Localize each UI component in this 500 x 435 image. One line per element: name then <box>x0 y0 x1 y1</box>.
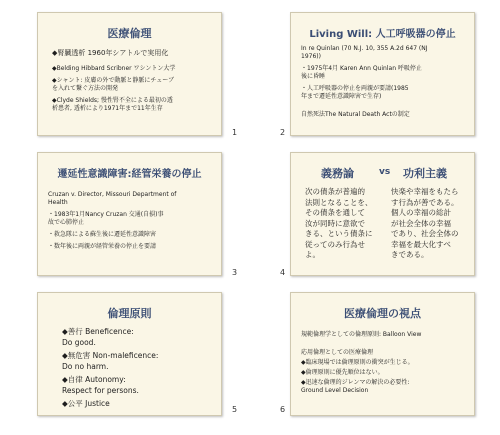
column-line: であり、社会全体の <box>391 229 459 238</box>
slide-number: 2 <box>280 128 286 137</box>
slide-text-line: ◆Belding Hibbard Scribner ワシントン大学 <box>52 65 176 72</box>
slide-text-line: ・救急隊による蘇生後に遷延性意識障害 <box>48 231 157 238</box>
column-line: 法則となることを、 <box>305 197 373 207</box>
column-line: きる、という債条に <box>305 229 373 238</box>
slide-text-line: Ground Level Decision <box>301 387 369 394</box>
slide-text-line: ◆倫理原則に優先順位はない。 <box>301 369 384 376</box>
slide-text-line: 年まで遷延性意識障害で生存) <box>301 93 382 100</box>
slide-title: 医療倫理の視点 <box>344 307 421 320</box>
slide-text-line: ・1975年4月 Karen Ann Quinlan 呼吸停止 <box>301 65 422 72</box>
slide-number: 4 <box>280 268 286 277</box>
slide-text-line: 故で心肺停止 <box>48 219 85 226</box>
slide-text-line: ◆Clyde Shields; 慢性腎不全による最初の透 <box>52 97 173 104</box>
slide-number: 5 <box>232 405 238 414</box>
slide-text-line: Respect for persons. <box>62 386 139 395</box>
slide-6 <box>290 292 475 416</box>
column-line: 従ってのみ行為せ <box>305 239 365 249</box>
column-line: 快楽や幸福をもたら <box>391 187 459 196</box>
slide-text-line: ◆臨床現場では倫理原則の衝突が生じる。 <box>301 359 414 366</box>
slide-4 <box>290 152 475 276</box>
slide-1 <box>37 12 222 136</box>
deontology-column <box>305 187 373 261</box>
slide-number: 3 <box>232 268 238 277</box>
slide-text-line: ◆迅速な倫理的ジレンマの解決の必要性: <box>301 379 410 386</box>
slide-title: 倫理原則 <box>107 307 152 320</box>
slide-text-line: 1976)) <box>301 53 321 60</box>
slide-text-line: 後に昏睡 <box>301 73 326 80</box>
column-line: その債条を通して <box>305 208 365 217</box>
column-line: 個人の幸福の総計 <box>391 208 451 217</box>
slide-number: 6 <box>280 405 286 414</box>
slide-text-line: Health <box>48 199 68 206</box>
slide-title-vs: vs <box>379 167 391 177</box>
slide-text-line: を入れて繋ぐ方法の開発 <box>52 85 119 92</box>
slide-title: Living Will: 人工呼吸器の停止 <box>309 29 456 40</box>
slide-text-line: ◆腎臓透析 1960年シアトルで実用化 <box>52 49 169 57</box>
column-line: よ。 <box>305 250 320 259</box>
slide-text-line: 析患者, 透析により1971年まで11年生存 <box>52 105 163 112</box>
slide-text-line: ◆自律 Autonomy: <box>62 375 126 384</box>
slide-text-line: Cruzan v. Director, Missouri Department of <box>48 191 177 198</box>
slide-5 <box>37 292 222 416</box>
slide-text-line: ◆公平 Justice <box>62 399 110 408</box>
slide-title-right: 功利主義 <box>403 167 447 180</box>
column-line: 汝が同時に意欲で <box>305 218 365 228</box>
slide-text-line: ・1983年1月Nancy Cruzan 交通(自損)事 <box>48 211 164 218</box>
slide-title-left: 義務論 <box>321 167 354 180</box>
slide-text-line: ・数年後に両親が経管栄養の停止を要請 <box>48 243 157 250</box>
slide-text-line: ◆無危害 Non-maleficence: <box>62 351 159 360</box>
slide-text-line: In re Quinlan (70 N.J. 10, 355 A.2d 647 (NJ <box>301 45 428 52</box>
slide-text-line: 応用倫理としての医療倫理 <box>301 349 374 356</box>
slide-text-line: ◆善行 Beneficence: <box>62 327 134 336</box>
slide-text-line: 規範倫理学としての倫理原則: Balloon View <box>301 331 422 338</box>
slide-text-line: Do no harm. <box>62 362 109 371</box>
slide-2 <box>290 12 475 136</box>
slide-text-line: 自然死法The Natural Death Actの制定 <box>301 111 410 118</box>
column-line: す行為が善である。 <box>391 197 459 207</box>
column-line: 幸福を最大化すべ <box>391 239 451 249</box>
utilitarianism-column <box>391 187 459 261</box>
column-line: 次の債条が普遍的 <box>305 187 365 196</box>
slide-title: 医療倫理 <box>107 27 152 40</box>
column-line: が社会全体の幸福 <box>391 218 451 228</box>
slide-number: 1 <box>232 128 238 137</box>
slide-text-line: ◆シャント: 皮膚の外で動脈と静脈にチューブ <box>52 77 174 84</box>
slide-text-line: Do good. <box>62 338 96 347</box>
slide-title: 遷延性意識障害:経管栄養の停止 <box>57 169 202 180</box>
column-line: きである。 <box>391 250 429 259</box>
slide-text-line: ・人工呼吸器の停止を両親が要請(1985 <box>301 85 409 92</box>
slide-3 <box>37 152 222 276</box>
